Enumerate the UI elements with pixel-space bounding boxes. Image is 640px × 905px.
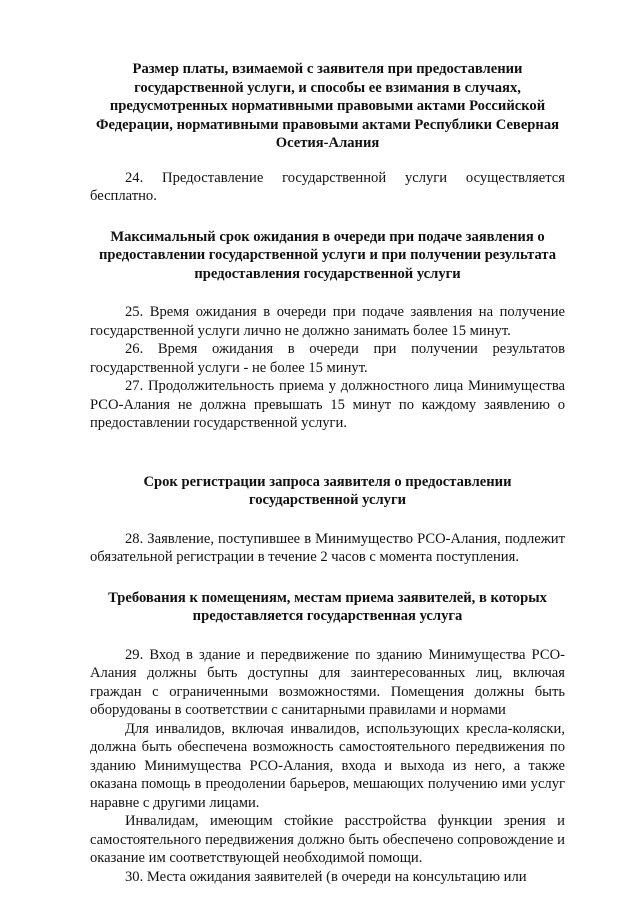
document-page xyxy=(90,60,565,886)
paragraph-28: 28. Заявление, поступившее в Минимущество РСО-Алания, подлежит обязательной регистрации в течение 2 часов с момента поступления. xyxy=(90,530,565,565)
paragraph-30: 30. Места ожидания заявителей (в очереди на консультацию или xyxy=(125,868,527,885)
paragraph-29-disabled-access: Для инвалидов, включая инвалидов, использующих кресла-коляски, должна быть обеспечена возможность самостоятельного передвижения по зданию Минимущества РСО-Алания, входа и выхода из него, а также оказана помощь в преодолении барьеров, мешающих получению ими услуг наравне с другими лицами. xyxy=(90,720,565,811)
section-heading-premises: Требования к помещениям, местам приема заявителей, в которых предоставляется государственная услуга xyxy=(108,589,547,624)
paragraph-27: 27. Продолжительность приема у должностного лица Минимущества РСО-Алания не должна превышать 15 минут по каждому заявлению о предоставлении государственной услуги. xyxy=(90,378,565,431)
paragraph-25: 25. Время ожидания в очереди при подаче заявления на получение государственной услуги лично не должно занимать более 15 минут. xyxy=(90,304,565,339)
section-heading-fee: Размер платы, взимаемой с заявителя при предоставлении государственной услуги, и способы ее взимания в случаях, предусмотренных нормативными правовыми актами Российской Федерации, нормативными правовыми актами Республики Северная Осетия-Алания xyxy=(95,61,560,151)
paragraph-24: 24. Предоставление государственной услуги осуществляется бесплатно. xyxy=(90,169,565,204)
paragraph-29-visual-impairment: Инвалидам, имеющим стойкие расстройства функции зрения и самостоятельного передвижения должно быть обеспечено сопровождение и оказание им соответствующей необходимой помощи. xyxy=(90,813,565,866)
paragraph-29: 29. Вход в здание и передвижение по зданию Минимущества РСО-Алания должны быть доступны для заинтересованных лиц, включая граждан с ограниченными возможностями. Помещения должны быть оборудованы в соответствии с санитарными правилами и нормами xyxy=(90,646,565,718)
section-heading-registration: Срок регистрации запроса заявителя о предоставлении государственной услуги xyxy=(143,473,512,508)
paragraph-26: 26. Время ожидания в очереди при получении результатов государственной услуги - не более 15 минут. xyxy=(90,341,565,376)
section-heading-waiting-time: Максимальный срок ожидания в очереди при подаче заявления о предоставлении государственной услуги и при получении результата предоставления государственной услуги xyxy=(98,228,557,282)
